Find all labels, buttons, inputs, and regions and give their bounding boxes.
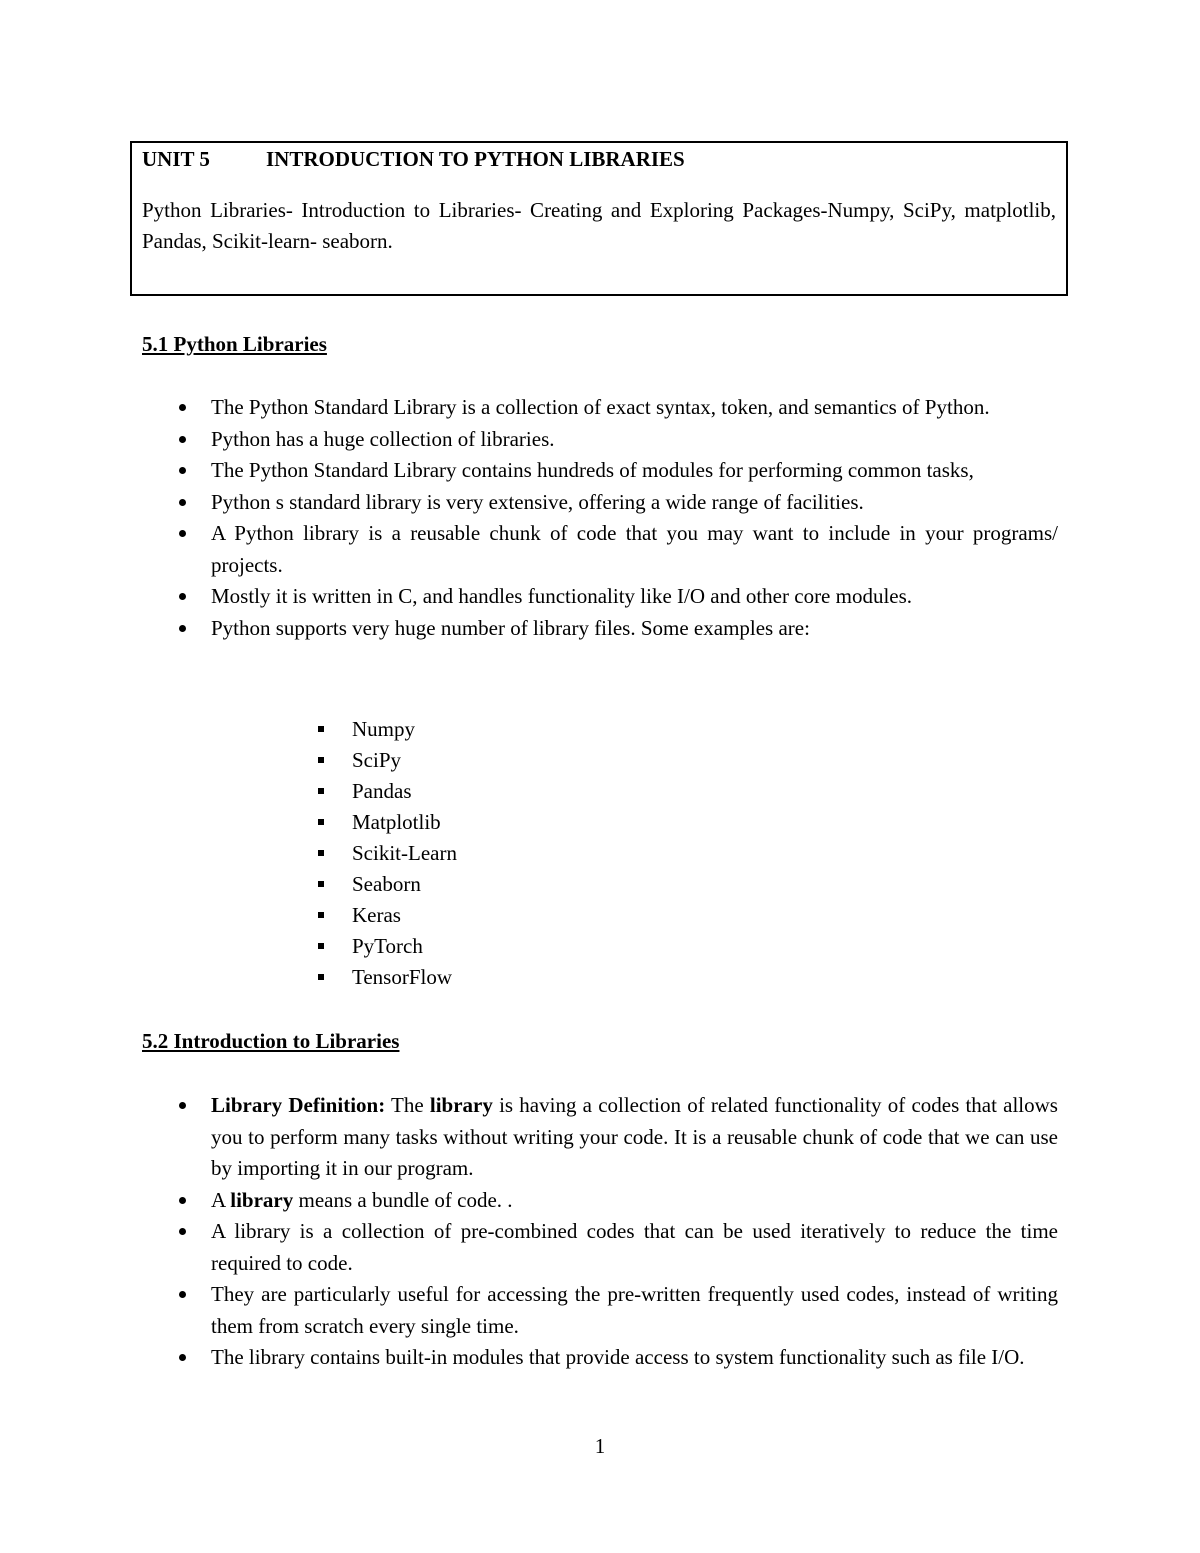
unit-number: UNIT 5 [142,147,210,171]
list-item: Python supports very huge number of library files. Some examples are: [142,613,1058,645]
unit-box [130,141,1068,296]
unit-heading [142,145,1056,173]
list-item: Scikit-Learn [142,838,457,869]
bullet-icon [176,424,188,456]
section-heading-python-libraries: 5.1 Python Libraries [142,332,327,356]
square-bullet-icon [318,776,324,807]
square-bullet-icon [318,900,324,931]
section1-bullet-list [142,392,1058,644]
list-item: Keras [142,900,457,931]
library-definition-label: Library Definition: [211,1093,386,1117]
bullet-icon [176,455,188,487]
square-bullet-icon [318,745,324,776]
unit-title: INTRODUCTION TO PYTHON LIBRARIES [266,147,685,171]
bullet-icon [176,1216,188,1248]
square-bullet-icon [318,962,324,993]
bullet-icon [176,487,188,519]
list-item: Python has a huge collection of libraries. [142,424,1058,456]
list-item: Mostly it is written in C, and handles functionality like I/O and other core modules. [142,581,1058,613]
list-item: The library contains built-in modules that provide access to system functionality such as file I/O. [142,1342,1058,1374]
list-item: Numpy [142,714,457,745]
list-item: The Python Standard Library contains hundreds of modules for performing common tasks, [142,455,1058,487]
bullet-icon [176,1279,188,1311]
section-heading-introduction-to-libraries: 5.2 Introduction to Libraries [142,1029,400,1053]
bullet-icon [176,1090,188,1122]
list-item: SciPy [142,745,457,776]
bullet-icon [176,518,188,550]
list-item: They are particularly useful for accessing the pre-written frequently used codes, instead of writing them from scratch every single time. [142,1279,1058,1342]
list-item: Python s standard library is very extensive, offering a wide range of facilities. [142,487,1058,519]
list-item: TensorFlow [142,962,457,993]
bullet-icon [176,1185,188,1217]
section2-bullet-list [142,1090,1058,1374]
page-number: 1 [594,1434,606,1458]
bullet-icon [176,1342,188,1374]
bullet-icon [176,581,188,613]
bullet-icon [176,392,188,424]
bullet-icon [176,613,188,645]
square-bullet-icon [318,869,324,900]
list-item: Library Definition: The library is having a collection of related functionality of codes that allows you to perform many tasks without writing your code. It is a reusable chunk of code that we can use by importing it in our program. [142,1090,1058,1185]
list-item: A Python library is a reusable chunk of code that you may want to include in your programs/ projects. [142,518,1058,581]
list-item: Matplotlib [142,807,457,838]
square-bullet-icon [318,931,324,962]
square-bullet-icon [318,807,324,838]
square-bullet-icon [318,838,324,869]
list-item: Seaborn [142,869,457,900]
list-item: The Python Standard Library is a collection of exact syntax, token, and semantics of Python. [142,392,1058,424]
list-item: PyTorch [142,931,457,962]
unit-description: Python Libraries- Introduction to Libraries- Creating and Exploring Packages-Numpy, SciPy, matplotlib, Pandas, Scikit-learn- seaborn. [142,198,1056,253]
list-item: Pandas [142,776,457,807]
library-examples-list [142,714,457,993]
square-bullet-icon [318,714,324,745]
list-item: A library means a bundle of code. . [142,1185,1058,1217]
list-item: A library is a collection of pre-combined codes that can be used iteratively to reduce the time required to code. [142,1216,1058,1279]
